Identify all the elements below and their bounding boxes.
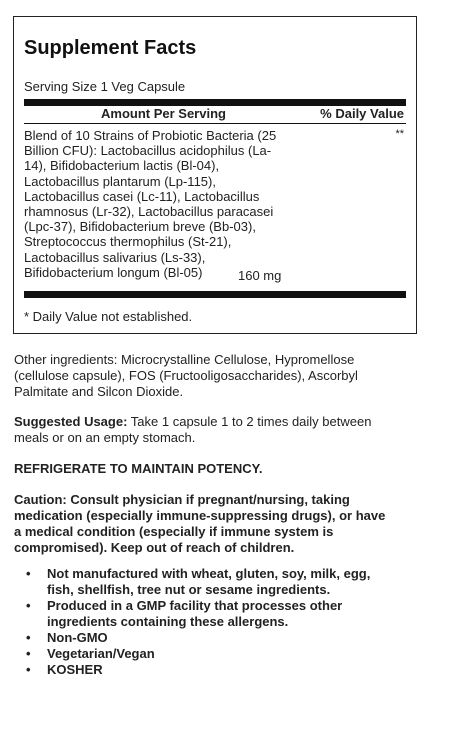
daily-value-header: % Daily Value xyxy=(320,106,404,121)
thick-divider xyxy=(24,99,406,106)
suggested-usage-text: Take 1 capsule 1 to 2 times daily between meals or on an empty stomach. xyxy=(14,414,372,445)
probiotic-blend-daily-value: ** xyxy=(395,128,404,140)
list-item xyxy=(26,646,460,662)
facts-title: Supplement Facts xyxy=(24,37,197,59)
thick-divider-bottom xyxy=(24,291,406,298)
thin-divider xyxy=(24,123,406,124)
bullet-icon: • xyxy=(26,598,31,613)
suggested-usage-label: Suggested Usage: xyxy=(14,414,128,429)
list-item-text: Produced in a GMP facility that processes other ingredients containing these allergens. xyxy=(47,598,343,629)
list-item-text: KOSHER xyxy=(47,662,103,677)
probiotic-blend-amount: 160 mg xyxy=(238,268,282,283)
suggested-usage xyxy=(14,414,444,446)
list-item-text: Not manufactured with wheat, gluten, soy, milk, egg, fish, shellfish, tree nut or sesame ingredients. xyxy=(47,566,371,597)
supplement-facts-panel xyxy=(13,16,417,334)
other-ingredients: Other ingredients: Microcrystalline Cellulose, Hypromellose (cellulose capsule), FOS (Fructooligosaccharides), Ascorbyl Palmitate and Silcon Dioxide. xyxy=(14,352,358,399)
refrigerate-notice: REFRIGERATE TO MAINTAIN POTENCY. xyxy=(14,461,263,476)
bullet-icon: • xyxy=(26,662,31,677)
list-item-text: Non-GMO xyxy=(47,630,108,645)
amount-per-serving-header: Amount Per Serving xyxy=(101,106,226,121)
list-item xyxy=(26,630,460,646)
list-item xyxy=(26,662,460,678)
list-item xyxy=(26,566,460,598)
probiotic-blend-description: Blend of 10 Strains of Probiotic Bacteria (25 Billion CFU): Lactobacillus acidophilus (La- 14), Bifidobacterium lactis (Bl-04), Lactobacillus plantarum (Lp-115), Lactobacillus casei (Lc-11), Lactobacillus rhamnosus (Lr-32), Lactobacillus paracasei (Lpc-37), Bifidobacterium breve (Bb-03), Streptococcus thermophilus (St-21), Lactobacillus salivarius (Ls-33), Bifidobacterium longum (Bl-05) xyxy=(24,128,277,280)
serving-size: Serving Size 1 Veg Capsule xyxy=(24,79,186,94)
product-claims-list xyxy=(14,566,460,678)
list-item xyxy=(26,598,460,630)
caution-notice: Caution: Consult physician if pregnant/nursing, taking medication (especially immune-suppressing drugs), or have a medical condition (especially if immune system is compromised). Keep out of reach of children. xyxy=(14,492,386,555)
list-item-text: Vegetarian/Vegan xyxy=(47,646,155,661)
bullet-icon: • xyxy=(26,566,31,581)
bullet-icon: • xyxy=(26,630,31,645)
daily-value-footnote: * Daily Value not established. xyxy=(24,309,193,324)
bullet-icon: • xyxy=(26,646,31,661)
